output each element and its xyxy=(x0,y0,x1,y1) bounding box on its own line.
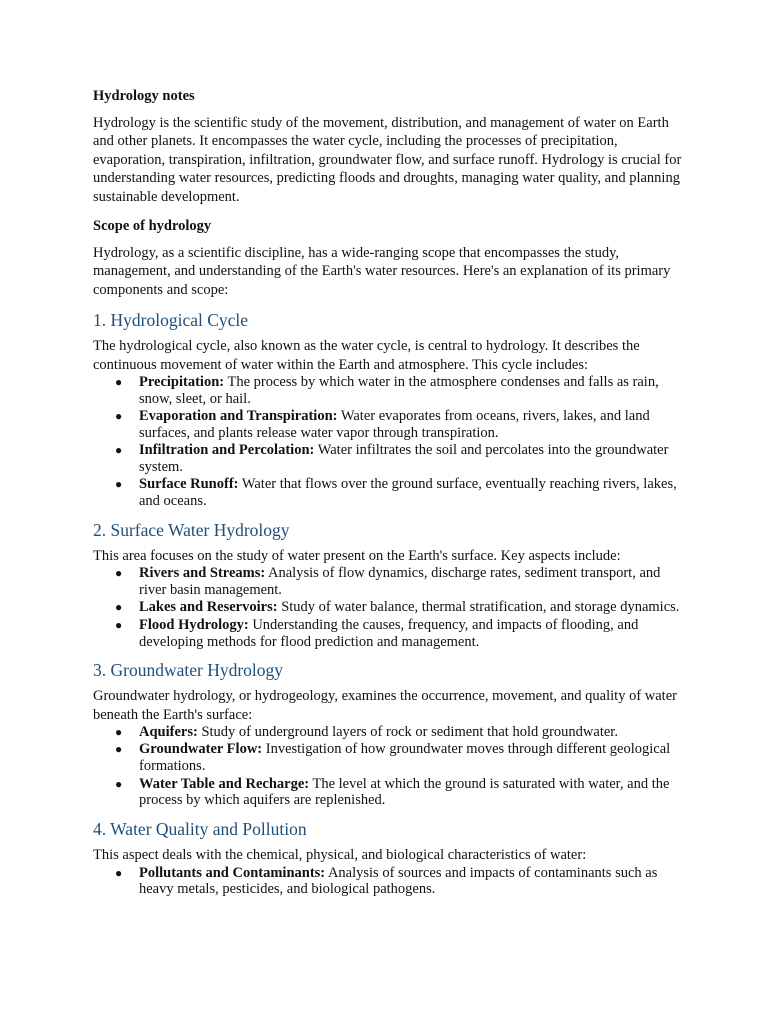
bullet-icon: ● xyxy=(115,566,123,581)
item-desc: The level at which the ground is saturated with water, and the process by which aquifers are replenished. xyxy=(139,775,670,809)
item-term: Lakes and Reservoirs: xyxy=(139,599,278,616)
item-term: Rivers and Streams: xyxy=(139,565,266,582)
item-term: Infiltration and Percolation: xyxy=(139,442,315,459)
item-desc: Study of water balance, thermal stratification, and storage dynamics. xyxy=(277,599,680,616)
item-term: Pollutants and Contaminants: xyxy=(139,864,326,881)
bullet-icon: ● xyxy=(115,600,123,615)
item-term: Surface Runoff: xyxy=(139,476,239,493)
list-item xyxy=(93,724,683,741)
bullet-icon: ● xyxy=(115,776,123,791)
item-desc: Water infiltrates the soil and percolates into the groundwater system. xyxy=(139,442,669,476)
bullet-list xyxy=(93,865,683,899)
item-term: Aquifers: xyxy=(139,724,198,741)
section-water-quality xyxy=(93,818,683,898)
list-item xyxy=(93,617,683,651)
item-desc: Water evaporates from oceans, rivers, lakes, and land surfaces, and plants release water vapor through transpiration. xyxy=(139,408,650,441)
bullet-icon: ● xyxy=(115,477,123,492)
document-page xyxy=(93,86,683,907)
item-term: Water Table and Recharge: xyxy=(139,775,310,792)
item-desc: Understanding the causes, frequency, and impacts of flooding, and developing methods for flood prediction and management. xyxy=(139,616,639,650)
bullet-icon: ● xyxy=(115,617,123,632)
section-text: Groundwater hydrology, or hydrogeology, examines the occurrence, movement, and quality of water beneath the Earth's surface: xyxy=(93,688,677,723)
list-item xyxy=(93,599,683,616)
list-item xyxy=(93,442,683,476)
bullet-icon: ● xyxy=(115,409,123,424)
bullet-list xyxy=(93,724,683,809)
section-hydrological-cycle xyxy=(93,309,683,510)
item-desc: Analysis of sources and impacts of contaminants such as heavy metals, pesticides, and biological pathogens. xyxy=(139,864,658,898)
item-desc: Water that flows over the ground surface, eventually reaching rivers, lakes, and oceans. xyxy=(139,476,677,510)
item-desc: The process by which water in the atmosphere condenses and falls as rain, snow, sleet, or hail. xyxy=(139,374,659,407)
list-item xyxy=(93,865,683,899)
section-heading: 4. Water Quality and Pollution xyxy=(93,819,307,840)
section-heading: 3. Groundwater Hydrology xyxy=(93,660,284,681)
list-item xyxy=(93,408,683,442)
section-text: This area focuses on the study of water present on the Earth's surface. Key aspects include: xyxy=(93,547,621,564)
scope-heading: Scope of hydrology xyxy=(93,218,212,235)
bullet-icon: ● xyxy=(115,865,123,880)
list-item xyxy=(93,565,683,599)
item-term: Precipitation: xyxy=(139,374,225,391)
item-term: Groundwater Flow: xyxy=(139,741,263,758)
section-heading: 1. Hydrological Cycle xyxy=(93,310,249,331)
section-text: This aspect deals with the chemical, physical, and biological characteristics of water: xyxy=(93,847,587,864)
list-item xyxy=(93,776,683,810)
list-item xyxy=(93,741,683,775)
intro-paragraph: Hydrology is the scientific study of the movement, distribution, and management of water on Earth and other planets. It encompasses the water cycle, including the processes of precipitation, evaporation, transpiration, infiltration, groundwater flow, and surface runoff. Hydrology is crucial for understanding water resources, predicting floods and droughts, managing water quality, and planning sustainable development. xyxy=(93,115,682,205)
section-groundwater xyxy=(93,659,683,809)
bullet-icon: ● xyxy=(115,725,123,740)
item-desc: Investigation of how groundwater moves through different geological formations. xyxy=(139,741,671,775)
item-desc: Study of underground layers of rock or sediment that hold groundwater. xyxy=(197,724,618,741)
section-heading: 2. Surface Water Hydrology xyxy=(93,519,290,540)
section-surface-water xyxy=(93,519,683,650)
bullet-icon: ● xyxy=(115,443,123,458)
bullet-icon: ● xyxy=(115,742,123,757)
item-term: Evaporation and Transpiration: xyxy=(139,408,338,425)
item-term: Flood Hydrology: xyxy=(139,616,249,633)
section-text: The hydrological cycle, also known as the water cycle, is central to hydrology. It describes the continuous movement of water within the Earth and atmosphere. This cycle includes: xyxy=(93,338,640,373)
item-desc: Analysis of flow dynamics, discharge rates, sediment transport, and river basin management. xyxy=(139,565,661,599)
list-item xyxy=(93,476,683,510)
bullet-icon: ● xyxy=(115,375,123,390)
document-title: Hydrology notes xyxy=(93,88,195,104)
bullet-list xyxy=(93,565,683,650)
list-item xyxy=(93,374,683,408)
scope-paragraph: Hydrology, as a scientific discipline, has a wide-ranging scope that encompasses the study, management, and understanding of the Earth's water resources. Here's an explanation of its primary components and scope: xyxy=(93,245,671,298)
bullet-list xyxy=(93,374,683,510)
